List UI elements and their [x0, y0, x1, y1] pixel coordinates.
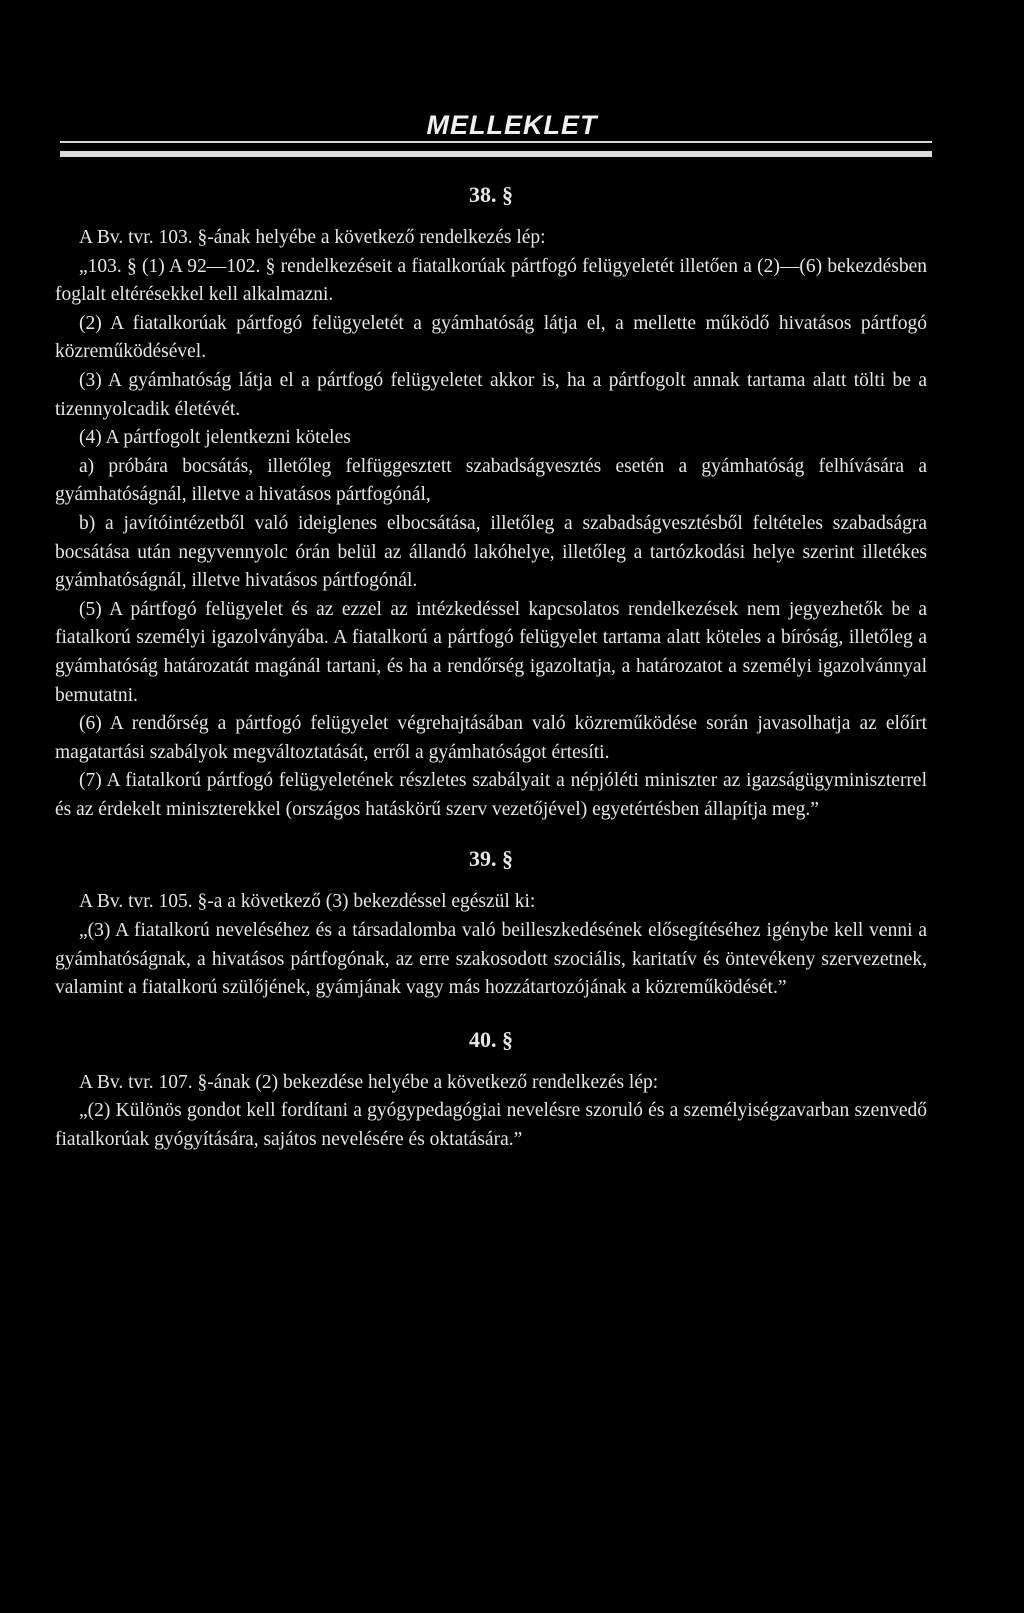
- paragraph: „(3) A fiatalkorú neveléséhez és a társadalomba való beilleszkedésének elősegítéséhez igénybe kell venni a gyámhatóságnak, a hivatásos pártfogónak, az erre szakosodott szociális, karitatív és öntevékeny szervezetnek, valamint a fiatalkorú szülőjének, gyámjának vagy más hozzátartozójának a közreműködését.”: [55, 920, 927, 999]
- document-body: [55, 180, 927, 1155]
- paragraph: A Bv. tvr. 107. §-ának (2) bekezdése helyébe a következő rendelkezés lép:: [79, 1071, 659, 1093]
- header-rule-thick: [60, 151, 932, 157]
- section-heading-38: 38. §: [469, 182, 513, 207]
- paragraph: A Bv. tvr. 105. §-a a következő (3) bekezdéssel egészül ki:: [79, 891, 536, 913]
- paragraph: „(2) Különös gondot kell fordítani a gyógypedagógiai nevelésre szoruló és a személyiségzavarban szenvedő fiatalkorúak gyógyítására, sajátos nevelésére és oktatására.”: [55, 1100, 927, 1151]
- page-header-title: MELLEKLET: [426, 110, 598, 140]
- paragraph: (7) A fiatalkorú pártfogó felügyeletének részletes szabályait a népjóléti miniszter az igazságügyminiszterrel és az érdekelt miniszterekkel (országos hatáskörű szerv vezetőjével) egyetértésben állapítja meg.”: [55, 770, 927, 820]
- paragraph: b) a javítóintézetből való ideiglenes elbocsátása, illetőleg a szabadságvesztésből feltételes szabadságra bocsátása után negyvennyolc órán belül az állandó lakóhelye, illetőleg a tartózkodási helye szerint illetékes gyámhatóságnál, illetve hivatásos pártfogónál.: [55, 512, 927, 592]
- section-heading-39: 39. §: [469, 846, 513, 872]
- paragraph: (2) A fiatalkorúak pártfogó felügyeletét a gyámhatóság látja el, a mellette működő hivatásos pártfogó közreműködésével.: [55, 312, 927, 363]
- paragraph: (4) A pártfogolt jelentkezni köteles: [79, 427, 351, 449]
- paragraph: (5) A pártfogó felügyelet és az ezzel az intézkedéssel kapcsolatos rendelkezések nem jegyezhetők be a fiatalkorú személyi igazolványába. A fiatalkorú a pártfogó felügyelet tartama alatt köteles a bíróság, illetőleg a gyámhatóság határozatát magánál tartani, és ha a rendőrség igazoltatja, a határozatot a személyi igazolvánnyal bemutatni.: [55, 598, 927, 706]
- paragraph: (3) A gyámhatóság látja el a pártfogó felügyeletet akkor is, ha a pártfogolt annak tartama alatt tölti be a tizennyolcadik életévét.: [55, 369, 927, 420]
- paragraph: (6) A rendőrség a pártfogó felügyelet végrehajtásában való közreműködése során javasolhatja az előírt magatartási szabályok megváltoztatását, erről a gyámhatóságot értesíti.: [55, 713, 927, 763]
- section-heading-40: 40. §: [469, 1026, 513, 1052]
- header-rule-thin: [60, 141, 932, 143]
- paragraph: A Bv. tvr. 103. §-ának helyébe a következő rendelkezés lép:: [79, 227, 546, 248]
- paragraph: „103. § (1) A 92—102. § rendelkezéseit a fiatalkorúak pártfogó felügyeletét illetően a (2)—(6) bekezdésben foglalt eltérésekkel kell alkalmazni.: [55, 255, 927, 306]
- paragraph: a) próbára bocsátás, illetőleg felfüggesztett szabadságvesztés esetén a gyámhatóság felhívására a gyámhatóságnál, illetve a hivatásos pártfogónál,: [55, 455, 927, 506]
